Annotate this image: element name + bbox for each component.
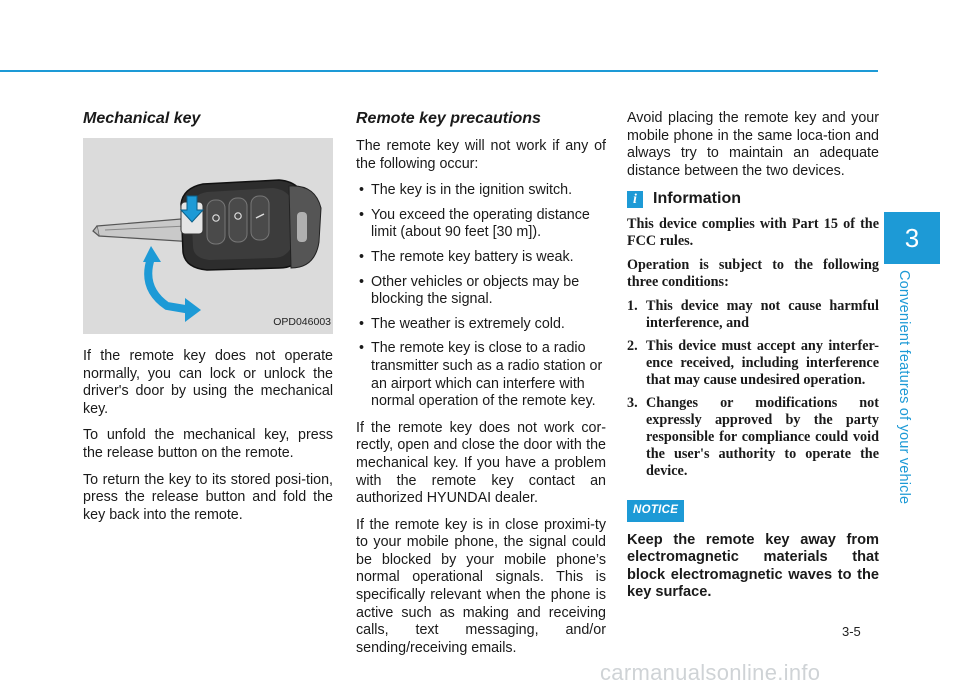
list-number: 3. [627, 394, 638, 411]
column-remote-key-precautions [356, 110, 606, 666]
list-item: • The remote key is close to a radio transmitter such as a radio station or an airport which can interfere with normal operation of the remote key. [356, 340, 606, 410]
list-text: Changes or modifications not expressly approved by the party responsible for compliance could void the user's authority to operate the device. [646, 394, 879, 479]
paragraph: To return the key to its stored posi-tion, press the release button and fold the key back into the remote. [83, 471, 333, 523]
remote-key-illustration [83, 138, 333, 334]
paragraph: If the remote key is in close proximi-ty to your mobile phone, the signal could be blocked by your mobile phone’s normal operational signals. This is specifically relevant when the phone is active such as making and receiving calls, text messaging, and/or sending/receiving emails. [356, 516, 606, 656]
list-number: 2. [627, 337, 638, 354]
chapter-title: Convenient features of your vehicle [896, 270, 912, 505]
column-information [627, 110, 879, 602]
list-item: • You exceed the operating distance limit (about 90 feet [30 m]). [356, 207, 606, 242]
notice-badge: NOTICE [627, 500, 684, 522]
intro-paragraph: Avoid placing the remote key and your mobile phone in the same loca-tion and always try to maintain an adequate distance between the two devices. [627, 110, 879, 179]
list-number: 1. [627, 297, 638, 314]
notice-text: Keep the remote key away from electromagnetic materials that block electromagnetic waves to the key surface. [627, 531, 879, 601]
information-title: Information [653, 190, 741, 208]
paragraph: This device complies with Part 15 of the FCC rules. [627, 215, 879, 249]
list-item: • Other vehicles or objects may be blocking the signal. [356, 274, 606, 309]
paragraph: To unfold the mechanical key, press the release button on the remote. [83, 427, 333, 461]
key-figure [83, 138, 333, 334]
figure-code: OPD046003 [273, 316, 331, 329]
list-item [627, 338, 879, 389]
header-rule [0, 70, 878, 72]
page-number: 3-5 [842, 624, 861, 639]
heading-remote-key-precautions: Remote key precautions [356, 110, 541, 127]
heading-mechanical-key: Mechanical key [83, 110, 201, 127]
fcc-statement [627, 216, 879, 480]
footer-watermark: carmanualsonline.info [600, 660, 821, 685]
precaution-list [356, 182, 606, 411]
list-item [627, 298, 879, 332]
list-item: • The remote key battery is weak. [356, 249, 606, 267]
info-icon: i [627, 191, 643, 208]
conditions-list [627, 298, 879, 480]
paragraph: If the remote key does not work cor-rectly, open and close the door with the mechanical key. If you have a problem with the remote key contact an authorized HYUNDAI dealer. [356, 419, 606, 507]
paragraph: Operation is subject to the following three conditions: [627, 256, 879, 290]
list-item: • The key is in the ignition switch. [356, 182, 606, 200]
column-mechanical-key [83, 110, 333, 533]
chapter-tab [884, 212, 940, 264]
intro-paragraph: The remote key will not work if any of the following occur: [356, 138, 606, 172]
paragraph: If the remote key does not operate normally, you can lock or unlock the driver's door by using the mechanical key. [83, 348, 333, 417]
list-text: This device must accept any interfer-ence received, including interference that may cause undesired operation. [646, 337, 879, 388]
list-item: • The weather is extremely cold. [356, 316, 606, 334]
chapter-number: 3 [904, 223, 920, 253]
list-item [627, 395, 879, 480]
list-text: This device may not cause harmful interference, and [646, 297, 879, 331]
information-header [627, 190, 879, 208]
